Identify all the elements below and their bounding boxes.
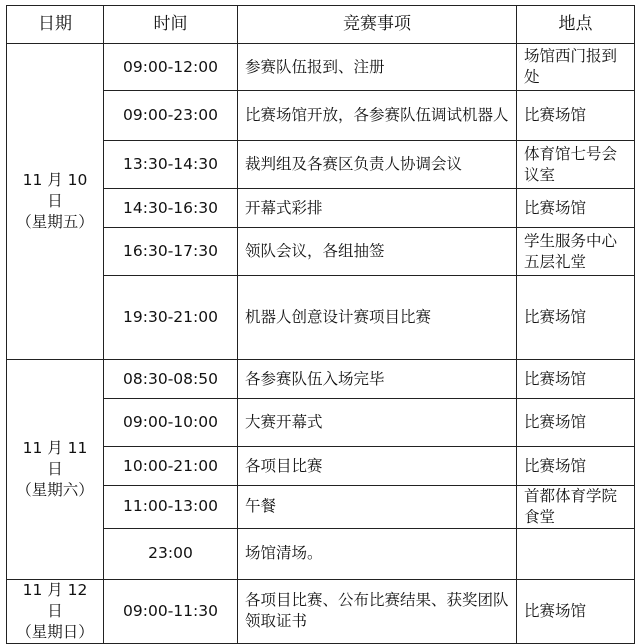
event-cell: 裁判组及各赛区负责人协调会议 (238, 141, 517, 189)
weekday-label: （星期六） (16, 480, 94, 499)
event-cell: 比赛场馆开放，各参赛队伍调试机器人 (238, 91, 517, 141)
header-date: 日期 (7, 6, 104, 44)
place-cell: 比赛场馆 (517, 276, 635, 360)
time-cell: 14:30-16:30 (104, 189, 238, 228)
time-cell: 09:00-23:00 (104, 91, 238, 141)
place-cell: 比赛场馆 (517, 447, 635, 486)
place-cell: 比赛场馆 (517, 189, 635, 228)
event-cell: 各项目比赛 (238, 447, 517, 486)
event-cell: 各参赛队伍入场完毕 (238, 360, 517, 399)
schedule-table (6, 5, 635, 644)
place-cell: 学生服务中心五层礼堂 (517, 228, 635, 276)
event-cell: 参赛队伍报到、注册 (238, 44, 517, 91)
table-row (7, 360, 635, 399)
place-cell: 体育馆七号会议室 (517, 141, 635, 189)
time-cell: 11:00-13:00 (104, 486, 238, 529)
place-cell: 场馆西门报到处 (517, 44, 635, 91)
place-cell: 比赛场馆 (517, 399, 635, 447)
header-place: 地点 (517, 6, 635, 44)
time-cell: 16:30-17:30 (104, 228, 238, 276)
time-cell: 09:00-10:00 (104, 399, 238, 447)
place-cell: 比赛场馆 (517, 360, 635, 399)
weekday-label: （星期五） (16, 212, 94, 231)
header-row (7, 6, 635, 44)
header-event: 竞赛事项 (238, 6, 517, 44)
time-cell: 23:00 (104, 528, 238, 579)
event-cell: 各项目比赛、公布比赛结果、获奖团队领取证书 (238, 579, 517, 643)
time-cell: 10:00-21:00 (104, 447, 238, 486)
event-cell: 大赛开幕式 (238, 399, 517, 447)
time-cell: 19:30-21:00 (104, 276, 238, 360)
date-label: 11 月 12 日 (22, 580, 88, 620)
time-cell: 13:30-14:30 (104, 141, 238, 189)
date-label: 11 月 11 日 (22, 439, 88, 478)
event-cell: 开幕式彩排 (238, 189, 517, 228)
place-cell: 首都体育学院食堂 (517, 486, 635, 529)
event-cell: 机器人创意设计赛项目比赛 (238, 276, 517, 360)
table-row (7, 44, 635, 91)
weekday-label: （星期日） (16, 622, 94, 641)
date-cell (7, 360, 104, 580)
place-cell (517, 528, 635, 579)
time-cell: 09:00-12:00 (104, 44, 238, 91)
place-cell: 比赛场馆 (517, 91, 635, 141)
event-cell: 场馆清场。 (238, 528, 517, 579)
time-cell: 09:00-11:30 (104, 579, 238, 643)
header-time: 时间 (104, 6, 238, 44)
event-cell: 领队会议，各组抽签 (238, 228, 517, 276)
event-cell: 午餐 (238, 486, 517, 529)
time-cell: 08:30-08:50 (104, 360, 238, 399)
date-cell (7, 44, 104, 360)
place-cell: 比赛场馆 (517, 579, 635, 643)
date-label: 11 月 10 日 (22, 171, 88, 211)
